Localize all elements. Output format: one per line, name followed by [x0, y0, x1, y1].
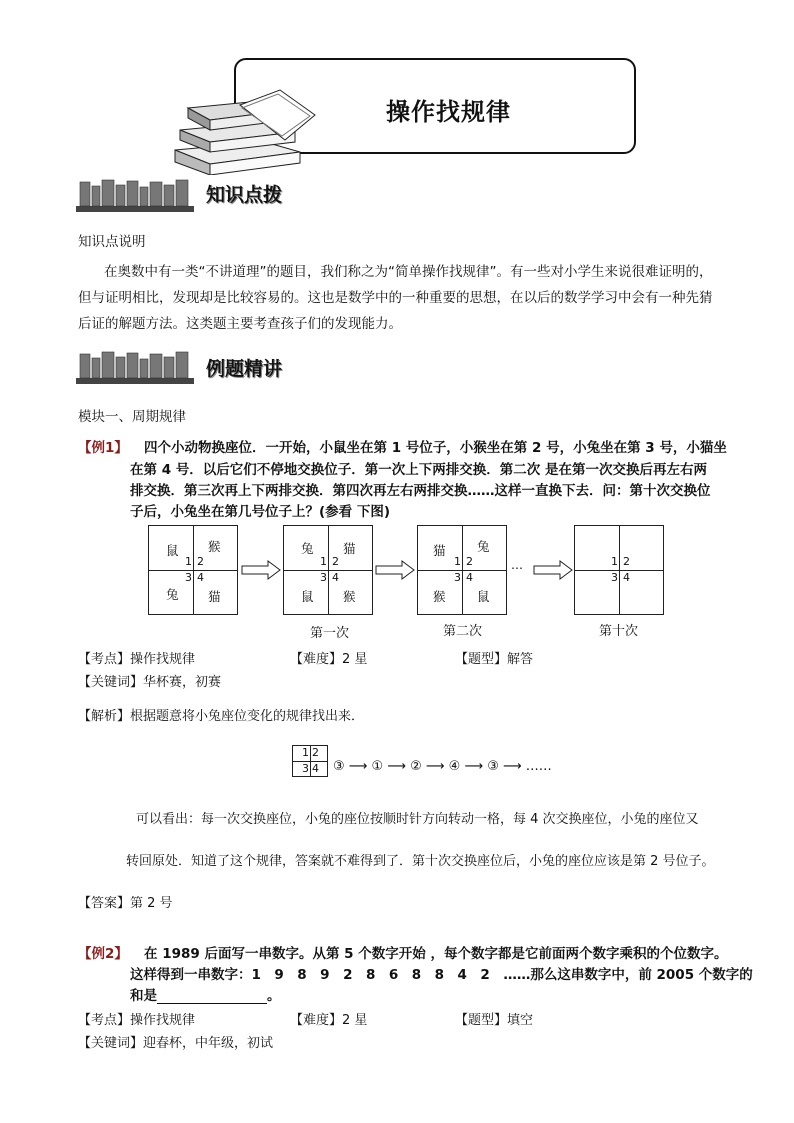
grid-animal: 猴	[208, 539, 221, 554]
grid-caption: 第十次	[599, 624, 639, 639]
seat-number: 3	[185, 571, 192, 584]
seat-number: 3	[454, 571, 461, 584]
seat-number: 2	[332, 555, 339, 568]
knowledge-para-line2: 但与证明相比，发现却是比较容易的。这也是数学中的一种重要的思想，在以后的数学学习中会有一种先猜	[78, 290, 713, 306]
grid-caption: 第二次	[443, 624, 483, 639]
knowledge-para-line1: 在奥数中有一类“不讲道理”的题目，我们称之为“简单操作找规律”。有一些对小学生来说很难证明的，	[104, 264, 713, 280]
seat-number: 1	[611, 555, 618, 568]
example1-line4: 子后，小兔坐在第几号位子上？(参看 下图)	[130, 504, 391, 520]
grid-animal: 猴	[343, 589, 356, 604]
answer-blank	[157, 989, 267, 1004]
jiexi-value: 根据题意将小兔座位变化的规律找出来．	[130, 709, 365, 724]
tixing-value: 填空	[507, 1013, 534, 1028]
example2-line2: 这样得到一串数字：1 9 8 9 2 8 6 8 8 4 2 ……那么这串数字中，前 2005 个数字的	[130, 967, 753, 983]
seat-number: 2	[623, 555, 630, 568]
seat-number: 2	[197, 555, 204, 568]
seat-grid-first	[283, 525, 373, 615]
tixing-value: 解答	[507, 652, 534, 667]
seat-number: 2	[466, 555, 473, 568]
seat-grid-initial	[148, 525, 238, 615]
example2-line3-suffix: 。	[267, 988, 281, 1004]
tixing-row	[455, 648, 533, 667]
grid-animal: 兔	[477, 539, 490, 554]
tixing-row-2	[455, 1009, 533, 1028]
example1-line1: 四个小动物换座位．一开始，小鼠坐在第 1 号位子，小猴坐在第 2 号，小兔坐在第 3 号，小猫坐	[144, 440, 727, 456]
grid-animal: 鼠	[166, 543, 179, 558]
tixing-label: 【题型】	[455, 1013, 508, 1028]
example2-tag: 【例2】	[78, 946, 128, 962]
keywords-value: 迎春杯，中年级，初试	[143, 1036, 274, 1051]
module-heading: 模块一、周期规律	[78, 409, 186, 425]
seat-number: 3	[302, 762, 309, 775]
knowledge-para-line3: 后证的解题方法。这类题主要考查孩子们的发现能力。	[78, 316, 402, 332]
nandu-value: 2 星	[342, 1013, 368, 1028]
keywords-row	[78, 671, 221, 690]
small-seat-grid	[292, 745, 328, 777]
grid-animal: 鼠	[301, 589, 314, 604]
jiexi-row	[78, 705, 364, 724]
nandu-row	[290, 648, 367, 667]
section-title-examples: 例题精讲	[206, 358, 283, 380]
seat-number: 3	[320, 571, 327, 584]
analysis-line1: 可以看出：每一次交换座位，小兔的座位按顺时针方向转动一格，每 4 次交换座位，小兔的座位又	[136, 812, 699, 827]
jiexi-label: 【解析】	[78, 709, 131, 724]
kaodian-label: 【考点】	[78, 1013, 131, 1028]
books-illustration	[170, 80, 320, 175]
seat-number: 4	[197, 571, 204, 584]
seat-number: 1	[302, 746, 309, 759]
knowledge-heading: 知识点说明	[78, 234, 146, 250]
seat-number: 1	[320, 555, 327, 568]
kaodian-row	[78, 648, 195, 667]
seat-number: 1	[454, 555, 461, 568]
ellipsis: …	[511, 558, 523, 572]
seat-grid-tenth	[574, 525, 664, 615]
grid-animal: 猫	[433, 543, 446, 558]
tixing-label: 【题型】	[455, 652, 508, 667]
position-sequence: ③ ⟶ ① ⟶ ② ⟶ ④ ⟶ ③ ⟶ ……	[333, 759, 552, 774]
grid-animal: 兔	[301, 541, 314, 556]
example1-line2: 在第 4 号．以后它们不停地交换位子．第一次上下两排交换．第二次 是在第一次交换后再左右两	[130, 462, 707, 478]
grid-animal: 猫	[208, 589, 221, 604]
keywords-label: 【关键词】	[78, 675, 144, 690]
example1-line3: 排交换．第三次再上下两排交换．第四次再左右两排交换……这样一直换下去．问：第十次交换位	[130, 483, 711, 499]
kaodian-row-2	[78, 1009, 195, 1028]
answer-row	[78, 892, 173, 911]
keywords-label: 【关键词】	[78, 1036, 144, 1051]
seat-number: 4	[623, 571, 630, 584]
kaodian-value: 操作找规律	[130, 1013, 196, 1028]
kaodian-label: 【考点】	[78, 652, 131, 667]
arrow-icon	[240, 560, 282, 580]
example1-tag: 【例1】	[78, 440, 128, 456]
nandu-label: 【难度】	[290, 652, 343, 667]
page-title: 操作找规律	[386, 97, 511, 126]
arrow-icon	[374, 560, 416, 580]
nandu-value: 2 星	[342, 652, 368, 667]
section-title-knowledge: 知识点拨	[206, 184, 283, 206]
seat-number: 3	[611, 571, 618, 584]
answer-value: 第 2 号	[130, 896, 173, 911]
seat-number: 1	[185, 555, 192, 568]
seat-number: 4	[332, 571, 339, 584]
keywords-value: 华杯赛，初赛	[143, 675, 222, 690]
arrow-icon	[532, 560, 574, 580]
seat-number: 4	[312, 762, 319, 775]
seat-number: 2	[312, 746, 319, 759]
keywords-row-2	[78, 1032, 273, 1051]
nandu-label: 【难度】	[290, 1013, 343, 1028]
example2-line3-prefix: 和是	[130, 988, 157, 1004]
grid-animal: 猴	[433, 589, 446, 604]
example2-line1: 在 1989 后面写一串数字。从第 5 个数字开始 ，每个数字都是它前面两个数字乘积的个位数字。	[144, 946, 728, 962]
grid-animal: 猫	[343, 541, 356, 556]
seat-number: 4	[466, 571, 473, 584]
answer-label: 【答案】	[78, 896, 131, 911]
grid-animal: 兔	[166, 587, 179, 602]
grid-caption: 第一次	[310, 626, 350, 641]
analysis-line2: 转回原处．知道了这个规律，答案就不难得到了．第十次交换座位后，小兔的座位应该是第 2 号位子。	[126, 854, 715, 869]
example2-line3	[130, 984, 281, 1004]
nandu-row-2	[290, 1009, 367, 1028]
grid-animal: 鼠	[477, 589, 490, 604]
seat-grid-second	[417, 525, 507, 615]
kaodian-value: 操作找规律	[130, 652, 196, 667]
